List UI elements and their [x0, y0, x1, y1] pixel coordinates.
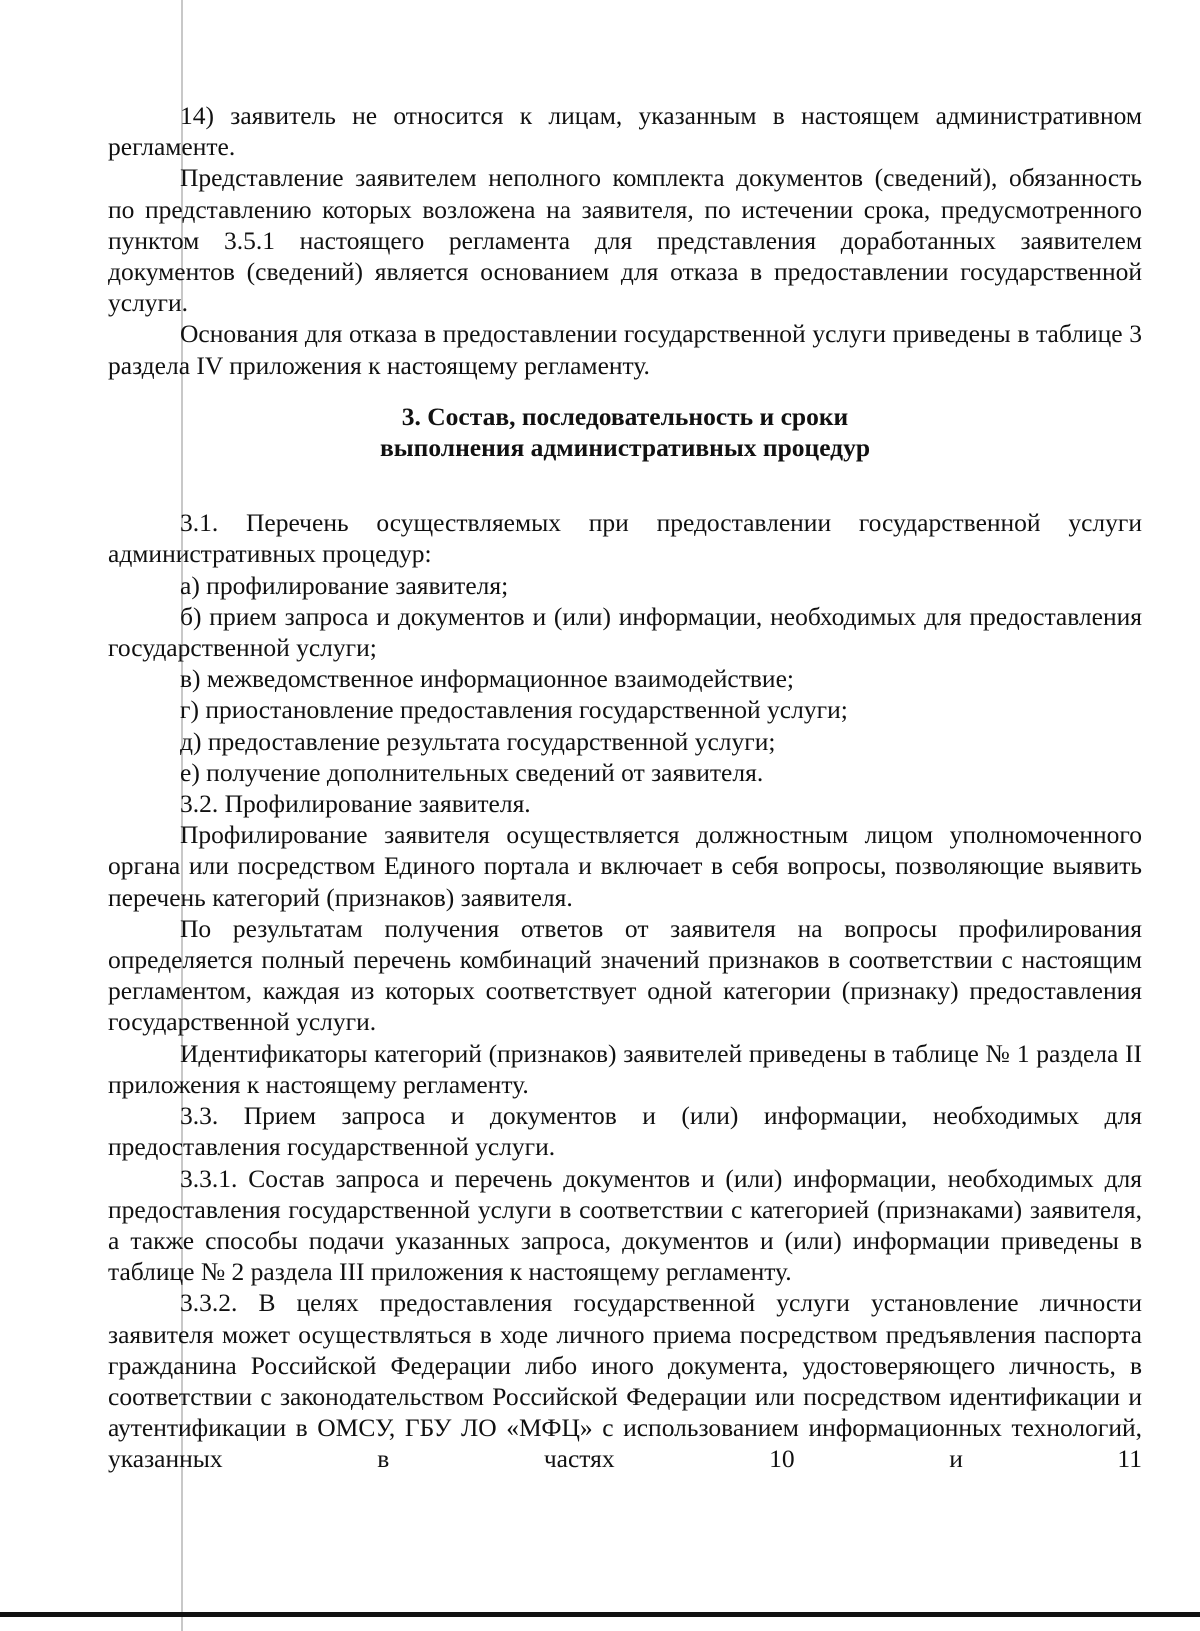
- document-body: [108, 100, 1142, 1475]
- list-item-g: г) приостановление предоставления государственной услуги;: [180, 695, 848, 725]
- paragraph-incomplete-documents: Представление заявителем неполного комплекта документов (сведений), обязанность по представлению которых возложена на заявителя, по истечении срока, предусмотренного пунктом 3.5.1 настоящего регламента для представления доработанных заявителем документов (сведений) является основанием для отказа в предоставлении государственной услуги.: [108, 163, 1142, 318]
- paragraph-3-2: 3.2. Профилирование заявителя.: [180, 789, 531, 819]
- section-heading: [108, 401, 1142, 463]
- paragraph-refusal-grounds: Основания для отказа в предоставлении государственной услуги приведены в таблице 3 раздела IV приложения к настоящему регламенту.: [108, 319, 1142, 380]
- heading-spacer: [108, 463, 1142, 507]
- list-item-d: д) предоставление результата государственной услуги;: [180, 726, 776, 756]
- list-item-a: а) профилирование заявителя;: [180, 570, 509, 600]
- section-heading-line-1: 3. Состав, последовательность и сроки: [401, 401, 849, 431]
- paragraph-item-14: 14) заявитель не относится к лицам, указанным в настоящем административном регламенте.: [108, 101, 1142, 162]
- paragraph-profiling: Профилирование заявителя осуществляется должностным лицом уполномоченного органа или посредством Единого портала и включает в себя вопросы, позволяющие выявить перечень категорий (признаков) заявителя.: [108, 820, 1142, 912]
- list-item-v: в) межведомственное информационное взаимодействие;: [180, 664, 794, 694]
- paragraph-profiling-results: По результатам получения ответов от заявителя на вопросы профилирования определяется полный перечень комбинаций значений признаков в соответствии с настоящим регламентом, каждая из которых соответствует одной категории (признаку) предоставления государственной услуги.: [108, 913, 1142, 1037]
- section-heading-line-2: выполнения административных процедур: [379, 433, 871, 463]
- scan-artifact-bottom-edge: [0, 1612, 1200, 1617]
- paragraph-3-3-2: 3.3.2. В целях предоставления государственной услуги установление личности заявителя может осуществляться в ходе личного приема посредством предъявления паспорта гражданина Российской Федерации либо иного документа, удостоверяющего личность, в соответствии с законодательством Российской Федерации или посредством идентификации и аутентификации в ОМСУ, ГБУ ЛО «МФЦ» с использованием информационных технологий, указанных в частях 10 и 11: [108, 1288, 1142, 1474]
- list-item-e: е) получение дополнительных сведений от заявителя.: [180, 757, 764, 787]
- paragraph-3-1: 3.1. Перечень осуществляемых при предоставлении государственной услуги административных процедур:: [108, 508, 1142, 569]
- paragraph-3-3: 3.3. Прием запроса и документов и (или) информации, необходимых для предоставления государственной услуги.: [108, 1101, 1142, 1162]
- list-item-b: б) прием запроса и документов и (или) информации, необходимых для предоставления государственной услуги;: [108, 601, 1142, 663]
- paragraph-identifiers: Идентификаторы категорий (признаков) заявителей приведены в таблице № 1 раздела II приложения к настоящему регламенту.: [108, 1038, 1142, 1099]
- paragraph-3-3-1: 3.3.1. Состав запроса и перечень документов и (или) информации, необходимых для предоставления государственной услуги в соответствии с категорией (признаками) заявителя, а также способы подачи указанных запроса, документов и (или) информации приведены в таблице № 2 раздела III приложения к настоящему регламенту.: [108, 1163, 1142, 1287]
